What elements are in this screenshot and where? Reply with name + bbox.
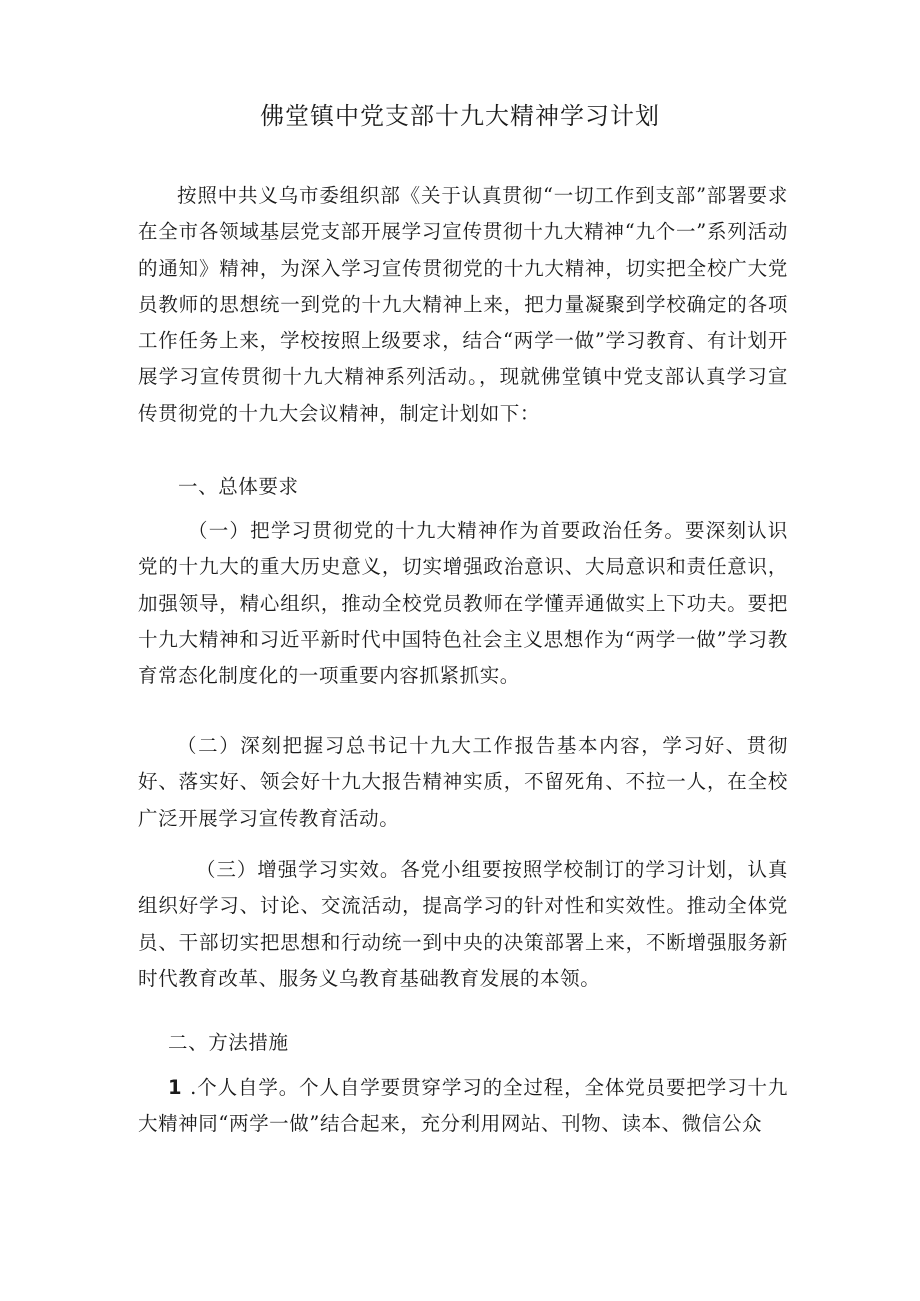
paragraph-item-2: （二）深刻把握习总书记十九大工作报告基本内容，学习好、贯彻好、落实好、领会好十九大报告精神实质，不留死角、不拉一人，在全校广泛开展学习宣传教育活动。 [138,734,788,830]
section-heading-methods: 二、方法措施 [168,1031,289,1054]
paragraph-item-3: （三）增强学习实效。各党小组要按照学校制订的学习计划，认真组织好学习、讨论、交流活动，提高学习的针对性和实效性。推动全体党员、干部切实把思想和行动统一到中央的决策部署上来，不断增强服务新时代教育改革、服务义乌教育基础教育发展的本领。 [138,858,788,990]
paragraph-item-1: （一）把学习贯彻党的十九大精神作为首要政治任务。要深刻认识党的十九大的重大历史意义，切实增强政治意识、大局意识和责任意识，加强领导，精心组织，推动全校党员教师在学懂弄通做实上下功夫。要把十九大精神和习近平新时代中国特色社会主义思想作为“两学一做”学习教育常态化制度化的一项重要内容抓紧抓实。 [138,519,788,688]
paragraph-method-1 [138,1070,788,1143]
method-1-number: 1 [168,1076,183,1099]
document-title: 佛堂镇中党支部十九大精神学习计划 [260,102,660,130]
intro-paragraph: 按照中共义乌市委组织部《关于认真贯彻“一切工作到支部”部署要求在全市各领域基层党支部开展学习宣传贯彻十九大精神“九个一”系列活动的通知》精神，为深入学习宣传贯彻党的十九大精神，切实把全校广大党员教师的思想统一到党的十九大精神上来，把力量凝聚到学校确定的各项工作任务上来，学校按照上级要求，结合“两学一做”学习教育、有计划开展学习宣传贯彻十九大精神系列活动。，现就佛堂镇中党支部认真学习宣传贯彻党的十九大会议精神，制定计划如下： [138,184,788,425]
method-1-text: .个人自学。个人自学要贯穿学习的全过程，全体党员要把学习十九大精神同“两学一做”结合起来，充分利用网站、刊物、读本、微信公众 [138,1076,788,1136]
section-heading-general-requirements: 一、总体要求 [178,475,299,498]
